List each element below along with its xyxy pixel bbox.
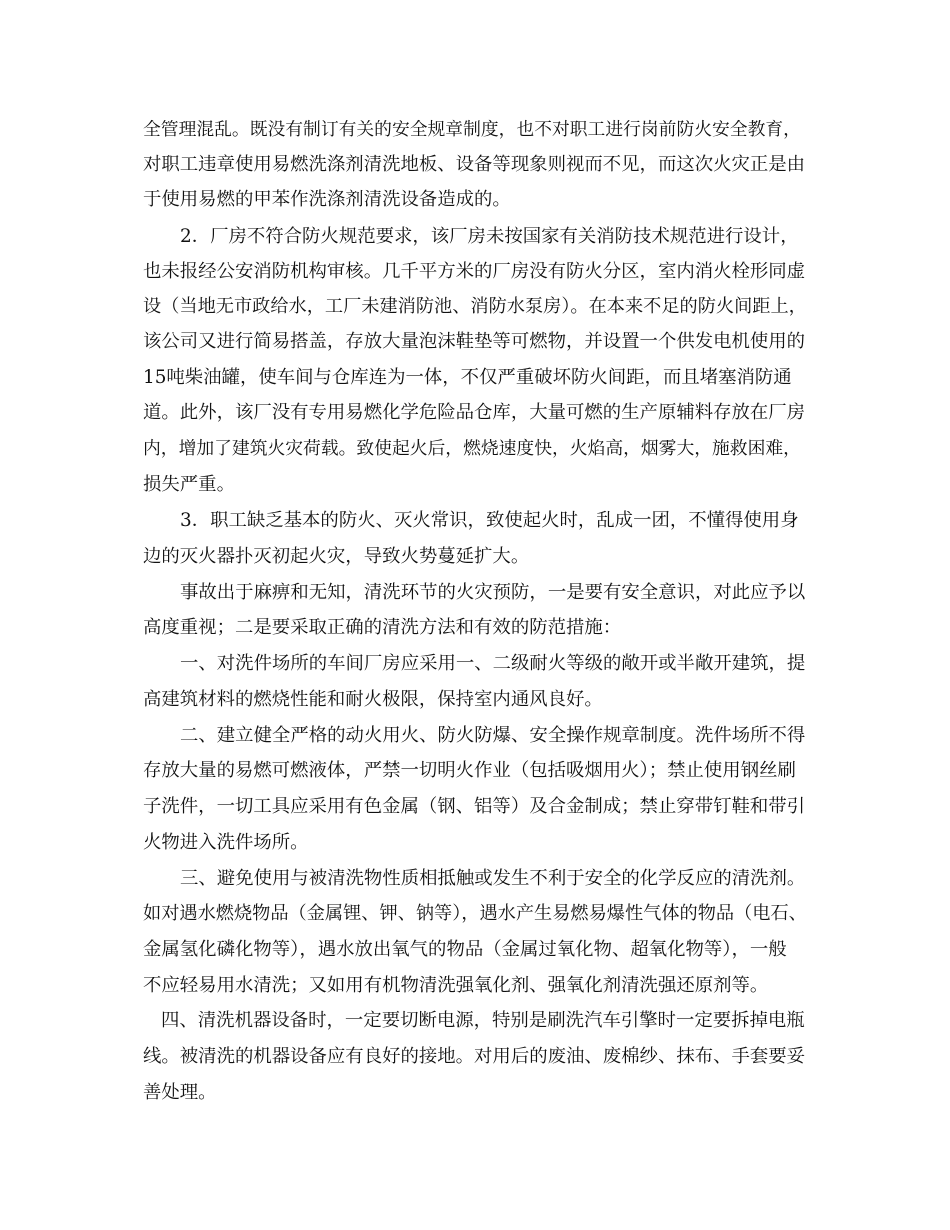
text-line: 设（当地无市政给水，工厂未建消防池、消防水泵房）。在本来不足的防火间距上，: [143, 296, 807, 317]
text-line: 事故出于麻痹和无知，清洗环节的火灾预防，一是要有安全意识，对此应予以: [180, 582, 806, 603]
text-line: 四、清洗机器设备时，一定要切断电源，特别是刷洗汽车引擎时一定要拆掉电瓶: [161, 1010, 805, 1031]
text-line: 火物进入洗件场所。: [143, 832, 309, 853]
text-line: 对职工违章使用易燃洗涤剂清洗地板、设备等现象则视而不见，而这次火灾正是由: [143, 154, 806, 175]
text-line: 金属氢化磷化物等），遇水放出氧气的物品（金属过氧化物、超氧化物等），一般: [143, 939, 787, 960]
text-line: 如对遇水燃烧物品（金属锂、钾、钠等），遇水产生易燃易爆性气体的物品（电石、: [143, 903, 807, 924]
text-line: 三、避免使用与被清洗物性质相抵触或发生不利于安全的化学反应的清洗剂。: [180, 868, 806, 889]
text-line: 内，增加了建筑火灾荷载。致使起火后，燃烧速度快，火焰高，烟雾大，施救困难，: [143, 438, 801, 459]
text-line: 存放大量的易燃可燃液体，严禁一切明火作业（包括吸烟用火）；禁止使用钢丝刷: [143, 760, 796, 781]
text-line: 道。此外，该厂没有专用易燃化学危险品仓库，大量可燃的生产原辅料存放在厂房: [143, 402, 806, 423]
text-line: 全管理混乱。既没有制订有关的安全规章制度，也不对职工进行岗前防火安全教育，: [143, 119, 801, 140]
text-line: 子洗件，一切工具应采用有色金属（钢、铝等）及合金制成；禁止穿带钉鞋和带引: [143, 796, 806, 817]
text-line: 高度重视；二是要采取正确的清洗方法和有效的防范措施：: [143, 617, 622, 638]
text-line: 线。被清洗的机器设备应有良好的接地。对用后的废油、废棉纱、抹布、手套要妥: [143, 1046, 806, 1067]
text-line: 也未报经公安消防机构审核。几千平方米的厂房没有防火分区，室内消火栓形同虚: [143, 261, 806, 282]
text-line: 损失严重。: [143, 474, 235, 495]
text-line: 15吨柴油罐，使车间与仓库连为一体，不仅严重破坏防火间距，而且堵塞消防通: [143, 367, 792, 388]
text-line: 于使用易燃的甲苯作洗涤剂清洗设备造成的。: [143, 189, 511, 210]
text-line: 2．厂房不符合防火规范要求，该厂房未按国家有关消防技术规范进行设计，: [180, 226, 799, 247]
text-line: 一、对洗件场所的车间厂房应采用一、二级耐火等级的敞开或半敞开建筑，提: [180, 653, 806, 674]
text-line: 3．职工缺乏基本的防火、灭火常识，致使起火时，乱成一团，不懂得使用身: [180, 510, 799, 531]
text-line: 不应轻易用水清洗；又如用有机物清洗强氧化剂、强氧化剂清洗强还原剂等。: [143, 975, 769, 996]
text-line: 边的灭火器扑灭初起火灾，导致火势蔓延扩大。: [143, 546, 530, 567]
text-line: 该公司又进行简易搭盖，存放大量泡沫鞋垫等可燃物，并设置一个供发电机使用的: [143, 331, 806, 352]
text-line: 高建筑材料的燃烧性能和耐火极限，保持室内通风良好。: [143, 689, 603, 710]
text-line: 二、建立健全严格的动火用火、防火防爆、安全操作规章制度。洗件场所不得: [180, 725, 806, 746]
text-line: 善处理。: [143, 1082, 217, 1103]
